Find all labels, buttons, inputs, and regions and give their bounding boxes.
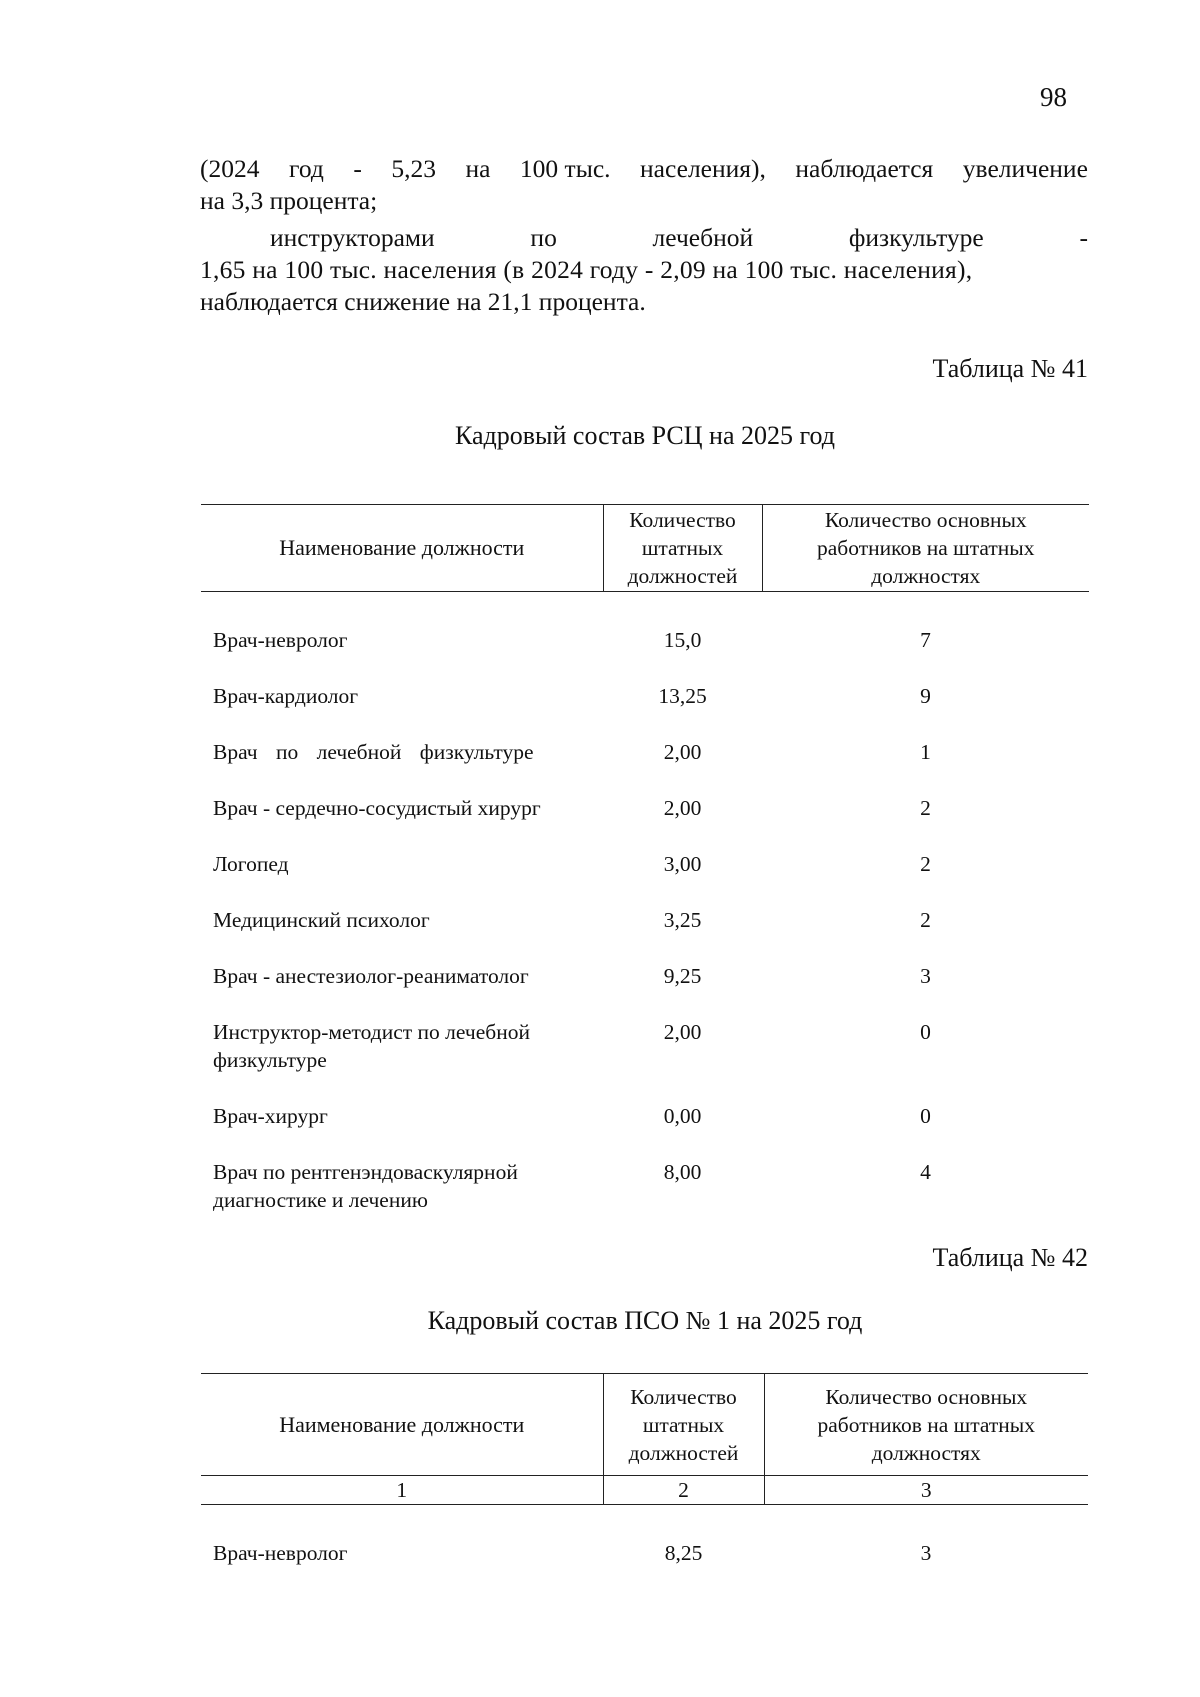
header-line: штатных bbox=[641, 536, 724, 560]
table-41-caption: Кадровый состав РСЦ на 2025 год bbox=[455, 421, 835, 450]
cell-workers: 2 bbox=[920, 907, 931, 932]
cell-workers: 3 bbox=[920, 963, 931, 988]
table-41-header-row bbox=[201, 505, 1089, 592]
cell-staff: 0,00 bbox=[663, 1103, 702, 1128]
table-row bbox=[201, 794, 1089, 850]
intro-word: год bbox=[289, 154, 324, 183]
cell-staff: 8,00 bbox=[663, 1159, 702, 1184]
header-line: штатных bbox=[642, 1412, 725, 1437]
cell-staff: 2,00 bbox=[663, 739, 702, 764]
cell-workers: 4 bbox=[920, 1159, 931, 1184]
header-line: работников на штатных bbox=[817, 1412, 1035, 1437]
intro-paragraph bbox=[200, 153, 1088, 217]
cell-workers: 2 bbox=[920, 851, 931, 876]
cell-workers: 0 bbox=[920, 1103, 931, 1128]
header-line: Количество основных bbox=[825, 1384, 1028, 1409]
table-42 bbox=[201, 1373, 1088, 1579]
column-number: 1 bbox=[201, 1476, 603, 1505]
header-position: Наименование должности bbox=[201, 1374, 603, 1476]
cell-staff: 15,0 bbox=[663, 627, 702, 652]
header-line: Количество основных bbox=[824, 508, 1027, 532]
intro-word: по bbox=[530, 223, 557, 252]
intro-word: - bbox=[1079, 223, 1088, 252]
table-row bbox=[201, 1018, 1089, 1102]
header-line: должностях bbox=[871, 564, 981, 588]
cell-position: Врач по рентгенэндоваскулярной диагностике и лечению bbox=[213, 1159, 518, 1212]
header-staff-count bbox=[603, 1374, 764, 1476]
intro-word: увеличение bbox=[962, 154, 1088, 183]
table-row bbox=[201, 1102, 1089, 1158]
table-row bbox=[201, 738, 1089, 794]
intro-word: инструкторами bbox=[270, 223, 435, 252]
cell-workers: 2 bbox=[920, 795, 931, 820]
intro-line-1 bbox=[200, 153, 1088, 185]
header-line: работников на штатных bbox=[817, 536, 1035, 560]
cell-workers: 7 bbox=[920, 627, 931, 652]
header-line: Количество bbox=[629, 508, 736, 532]
cell-workers: 1 bbox=[920, 739, 931, 764]
cell-workers: 0 bbox=[920, 1019, 931, 1044]
intro-paragraph-2 bbox=[200, 222, 1088, 318]
intro-word: физкультуре bbox=[848, 223, 984, 252]
intro-word: 5,23 bbox=[391, 154, 436, 183]
cell-staff: 13,25 bbox=[658, 683, 707, 708]
table-41 bbox=[201, 504, 1089, 1218]
cell-staff: 2,00 bbox=[663, 795, 702, 820]
header-line: Количество bbox=[630, 1384, 737, 1409]
header-line: должностей bbox=[628, 1440, 739, 1465]
header-line: должностях bbox=[871, 1440, 981, 1465]
intro-word: на bbox=[465, 154, 491, 183]
cell-staff: 3,25 bbox=[663, 907, 702, 932]
intro-word: лечебной bbox=[652, 223, 754, 252]
column-number: 2 bbox=[603, 1476, 764, 1505]
cell-position: Врач - анестезиолог-реаниматолог bbox=[213, 963, 529, 988]
cell-position: Врач - сердечно-сосудистый хирург bbox=[213, 795, 541, 820]
table-row bbox=[201, 682, 1089, 738]
intro-word: - bbox=[353, 154, 362, 183]
page-number: 98 bbox=[1040, 82, 1067, 112]
header-line: должностей bbox=[627, 564, 738, 588]
table-41-label: Таблица № 41 bbox=[932, 354, 1088, 383]
header-staff-count bbox=[603, 505, 762, 592]
cell-position: Логопед bbox=[213, 851, 289, 876]
intro-line-5: наблюдается снижение на 21,1 процента. bbox=[200, 287, 646, 316]
cell-position: Врач-невролог bbox=[213, 627, 348, 652]
header-position: Наименование должности bbox=[201, 505, 603, 592]
intro-line-3 bbox=[200, 222, 1088, 254]
table-42-column-numbers bbox=[201, 1476, 1088, 1505]
intro-word: наблюдается bbox=[795, 154, 934, 183]
cell-staff: 3,00 bbox=[663, 851, 702, 876]
column-number: 3 bbox=[764, 1476, 1088, 1505]
intro-word: населения), bbox=[640, 154, 766, 183]
table-row bbox=[201, 1158, 1089, 1218]
header-workers-count bbox=[762, 505, 1089, 592]
table-42-caption: Кадровый состав ПСО № 1 на 2025 год bbox=[427, 1306, 863, 1335]
cell-workers: 9 bbox=[920, 683, 931, 708]
cell-position: Медицинский психолог bbox=[213, 907, 430, 932]
table-row bbox=[201, 906, 1089, 962]
table-row bbox=[201, 962, 1089, 1018]
intro-line-4: 1,65 на 100 тыс. населения (в 2024 году - 2,09 на 100 тыс. населения), bbox=[200, 255, 973, 284]
table-row bbox=[201, 850, 1089, 906]
cell-staff: 2,00 bbox=[663, 1019, 702, 1044]
cell-position: Врач-кардиолог bbox=[213, 683, 359, 708]
cell-staff: 8,25 bbox=[664, 1540, 703, 1565]
cell-position: Инструктор-методист по лечебной физкультуре bbox=[213, 1019, 530, 1072]
cell-staff: 9,25 bbox=[663, 963, 702, 988]
table-row bbox=[201, 1539, 1088, 1579]
intro-word: (2024 bbox=[200, 154, 260, 183]
table-row bbox=[201, 626, 1089, 682]
intro-word: 100 тыс. bbox=[519, 154, 611, 183]
cell-position: Врач-хирург bbox=[213, 1103, 328, 1128]
cell-position: Врач-невролог bbox=[213, 1540, 348, 1565]
cell-workers: 3 bbox=[920, 1540, 932, 1565]
table-42-header-row bbox=[201, 1374, 1088, 1476]
header-workers-count bbox=[764, 1374, 1088, 1476]
table-42-label: Таблица № 42 bbox=[932, 1243, 1088, 1272]
cell-position: Врач по лечебной физкультуре bbox=[213, 739, 534, 764]
intro-line-2: на 3,3 процента; bbox=[200, 186, 378, 215]
